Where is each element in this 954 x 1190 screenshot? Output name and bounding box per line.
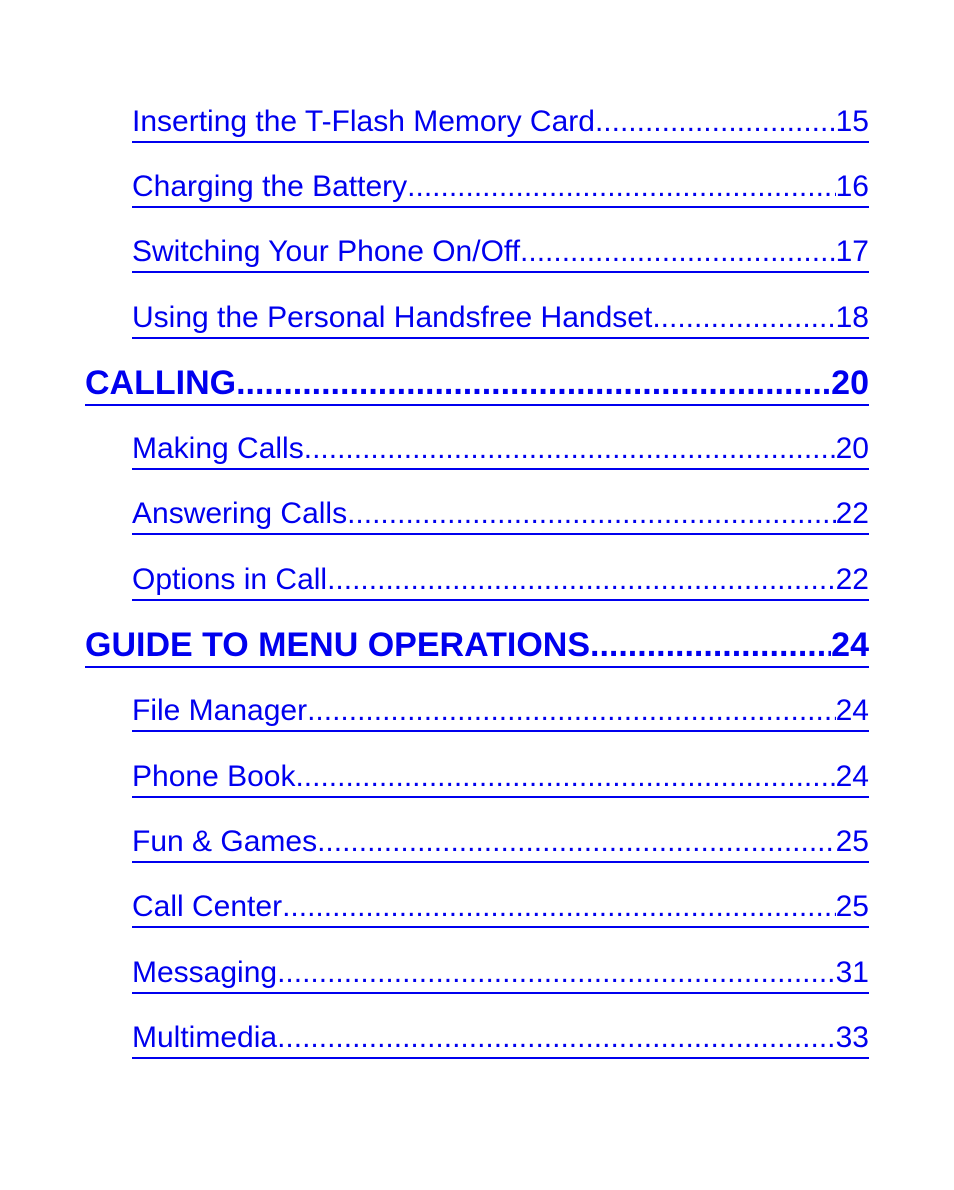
toc-entry-title: Call Center xyxy=(132,890,283,923)
toc-entry-title: Options in Call xyxy=(132,563,328,596)
dot-leader xyxy=(304,430,836,468)
toc-entry-title: Switching Your Phone On/Off xyxy=(132,235,521,268)
toc-entry-title: Answering Calls xyxy=(132,497,348,530)
toc-entry-page: 33 xyxy=(835,1021,869,1054)
toc-entry-charging-battery[interactable] xyxy=(132,168,869,208)
dot-leader xyxy=(595,103,836,141)
dot-leader xyxy=(307,692,836,730)
toc-entry-page: 25 xyxy=(835,825,869,858)
toc-entry-title: Using the Personal Handsfree Handset xyxy=(132,301,653,334)
dot-leader xyxy=(295,758,835,796)
toc-entry-page: 20 xyxy=(835,432,869,465)
toc-chapter-menu-operations[interactable] xyxy=(85,624,869,668)
toc-entry-title: File Manager xyxy=(132,694,308,727)
dot-leader xyxy=(327,561,836,599)
toc-entry-file-manager[interactable] xyxy=(132,692,869,732)
toc-entry-phone-book[interactable] xyxy=(132,758,869,798)
dot-leader xyxy=(282,888,836,926)
toc-chapter-page: 20 xyxy=(831,364,869,402)
dot-leader xyxy=(317,823,836,861)
toc-entry-title: Phone Book xyxy=(132,760,296,793)
toc-entry-page: 24 xyxy=(835,760,869,793)
toc-chapter-page: 24 xyxy=(831,626,869,664)
toc-entry-making-calls[interactable] xyxy=(132,430,869,470)
toc-entry-inserting-tflash[interactable] xyxy=(132,103,869,143)
toc-entry-page: 22 xyxy=(835,497,869,530)
dot-leader xyxy=(347,495,836,533)
dot-leader xyxy=(236,362,831,404)
toc-chapter-title: GUIDE TO MENU OPERATIONS xyxy=(85,626,591,664)
toc-entry-page: 15 xyxy=(835,105,869,138)
toc-entry-page: 24 xyxy=(835,694,869,727)
toc-entry-title: Multimedia xyxy=(132,1021,278,1054)
toc-entry-title: Messaging xyxy=(132,956,278,989)
toc-entry-title: Charging the Battery xyxy=(132,170,408,203)
toc-chapter-calling[interactable] xyxy=(85,362,869,406)
toc-entry-messaging[interactable] xyxy=(132,954,869,994)
toc-entry-page: 18 xyxy=(835,301,869,334)
toc-entry-title: Fun & Games xyxy=(132,825,318,858)
toc-entry-call-center[interactable] xyxy=(132,888,869,928)
toc-entry-fun-games[interactable] xyxy=(132,823,869,863)
dot-leader xyxy=(277,1019,836,1057)
dot-leader xyxy=(652,299,835,337)
toc-entry-title: Inserting the T-Flash Memory Card xyxy=(132,105,595,138)
toc-entry-page: 31 xyxy=(835,956,869,989)
dot-leader xyxy=(590,624,831,666)
toc-entry-options-in-call[interactable] xyxy=(132,561,869,601)
dot-leader xyxy=(277,954,836,992)
dot-leader xyxy=(407,168,835,206)
toc-chapter-title: CALLING xyxy=(85,364,237,402)
toc-entry-switching-phone[interactable] xyxy=(132,233,869,273)
toc-entry-page: 25 xyxy=(835,890,869,923)
toc-entry-multimedia[interactable] xyxy=(132,1019,869,1059)
dot-leader xyxy=(520,233,836,271)
toc-entry-handsfree-handset[interactable] xyxy=(132,299,869,339)
toc-entry-page: 17 xyxy=(835,235,869,268)
toc-entry-answering-calls[interactable] xyxy=(132,495,869,535)
toc-entry-page: 16 xyxy=(835,170,869,203)
toc-entry-title: Making Calls xyxy=(132,432,304,465)
toc-entry-page: 22 xyxy=(835,563,869,596)
